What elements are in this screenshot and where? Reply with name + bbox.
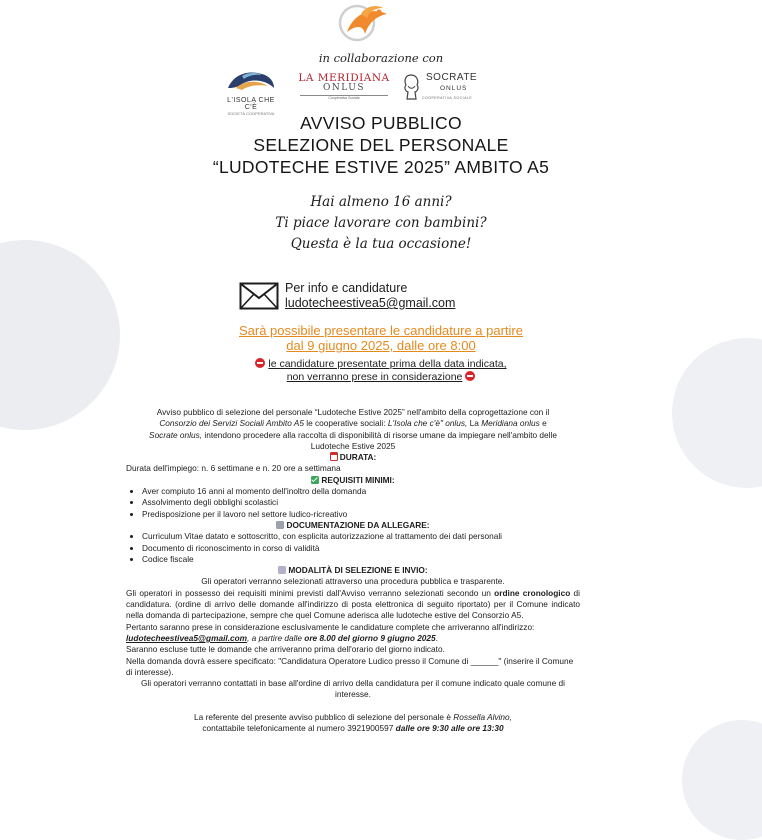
isola-name: L'ISOLA CHE C'È — [227, 97, 275, 111]
partner-logo-socrate — [400, 72, 480, 104]
tagline-line-2: Ti piace lavorare con bambini? — [275, 215, 487, 231]
contact-label: Per info e candidature — [285, 281, 408, 295]
meridiana-note: Cooperativa Sociale — [328, 96, 360, 100]
warn-line-1: le candidature presentate prima della data indicata, — [268, 358, 507, 370]
intro-text: intendono procedere alla raccolta di disponibilità di risorse umane da impiegare nell'ambito delle — [202, 429, 557, 440]
section-heading-durata: DURATA: — [126, 452, 580, 463]
intro-text: La — [467, 418, 482, 429]
check-icon — [311, 476, 319, 484]
socrate-name: SOCRATE — [426, 72, 478, 83]
socrate-sub: ONLUS — [440, 85, 468, 92]
document-icon — [276, 521, 284, 529]
intro-text: Ludoteche Estive 2025 — [310, 440, 396, 451]
list-item: • Documento di riconoscimento in corso di validità — [142, 543, 580, 554]
text: contattabile telefonicamente al numero 3921900597 — [202, 723, 396, 734]
tagline — [0, 192, 762, 255]
consortium-logo — [335, 2, 395, 44]
tagline-line-1: Hai almeno 16 anni? — [310, 194, 452, 210]
intro-paragraph — [126, 407, 580, 452]
durata-text: Durata dell'impiego: n. 6 settimane e n. 20 ore a settimana — [126, 463, 341, 474]
list-item: • Codice fiscale — [142, 554, 580, 565]
partner-logo-isola — [222, 68, 280, 116]
section-heading-requisiti — [126, 475, 580, 486]
early-submission-warning — [0, 358, 762, 384]
title-line-1: AVVISO PUBBLICO — [300, 113, 462, 133]
intro-socrate: Socrate onlus, — [149, 429, 203, 440]
modalita-p5: Saranno escluse tutte le domande che arriveranno prima dell'orario del giorno indicato. — [126, 644, 445, 655]
text: . — [435, 632, 438, 643]
text: Gli operatori in possesso dei requisiti minimi previsti dall'Avviso verranno selezionati secondo un — [126, 587, 495, 598]
start-date-notice — [0, 323, 762, 353]
modalita-p7: Gli operatori verranno contattati in base all'ordine di arrivo della candidatura per il comune indicato quale comune di interesse. — [140, 678, 566, 700]
list-item: • Curriculum Vitae datato e sottoscritto, con esplicita autorizzazione al trattamento dei dati personali — [142, 531, 580, 542]
modalita-p4 — [126, 633, 580, 644]
clipboard-icon — [278, 566, 286, 574]
modalita-p1: Gli operatori verranno selezionati attraverso una procedura pubblica e trasparente. — [201, 576, 505, 587]
collaboration-label: in collaborazione con — [318, 51, 444, 65]
referente-hours: dalle ore 9:30 alle ore 13:30 — [395, 723, 504, 734]
contact-info — [285, 281, 455, 311]
documentazione-list — [126, 531, 580, 565]
warn-line-2: non verranno prese in considerazione — [286, 371, 463, 383]
modalita-p3: Pertanto saranno prese in considerazione esclusivamente le candidature complete che arriveranno all'indirizzo: — [126, 621, 535, 632]
referente-block — [126, 712, 580, 735]
list-item: • Assolvimento degli obblighi scolastici — [142, 497, 580, 508]
title-block — [0, 112, 762, 178]
requisiti-title: REQUISITI MINIMI: — [321, 474, 395, 485]
documentazione-title: DOCUMENTAZIONE DA ALLEGARE: — [286, 519, 430, 530]
notice-line-1: Sarà possibile presentare le candidature a partire — [238, 323, 523, 338]
intro-text: le cooperative sociali: — [303, 418, 388, 429]
title-line-3: “LUDOTECHE ESTIVE 2025” AMBITO A5 — [212, 157, 550, 177]
tagline-line-3: Questa è la tua occasione! — [290, 236, 472, 252]
notice-line-2: dal 9 giugno 2025, dalle ore 8:00 — [286, 338, 476, 353]
envelope-icon — [239, 282, 279, 310]
list-item: • Predisposizione per il lavoro nel settore ludico-ricreativo — [142, 509, 580, 520]
modalita-title: MODALITÀ DI SELEZIONE E INVIO: — [288, 565, 428, 576]
socrate-note: COOPERATIVA SOCIALE — [422, 96, 473, 100]
section-heading-modalita — [126, 565, 580, 576]
meridiana-name: LA MERIDIANA — [298, 72, 390, 84]
durata-title: DURATA — [339, 452, 374, 463]
list-item: • Aver compiuto 16 anni al momento dell'inoltro della domanda — [142, 486, 580, 497]
intro-meridiana: Meridiana onlus — [481, 418, 540, 429]
referente-name: Rossella Alvino, — [453, 711, 512, 722]
modalita-p2 — [126, 588, 580, 622]
intro-text: Avviso pubblico di selezione del personale “Ludoteche Estive 2025” nell'ambito della coprogettazione con il — [156, 407, 550, 417]
socrate-bust-icon — [400, 72, 422, 104]
intro-text: e — [539, 418, 547, 429]
isola-wave-icon — [222, 68, 280, 94]
text-bold-italic: ore 8.00 del giorno 9 giugno 2025 — [304, 632, 436, 643]
text-bold: ordine cronologico — [494, 587, 571, 598]
intro-isola: L'Isola che c'è" onlus, — [387, 418, 468, 429]
text-italic: , a partire dalle — [247, 632, 305, 643]
text: di candidatura. (ordine di arrivo delle domande all'indirizzo di posta elettronica di seguito riportato) per il Comune indicato nella domanda di partecipazione, sempre che quel Comune aderisca alle ludoteche estive del Consorzio A5. — [126, 587, 581, 621]
isola-sub: SOCIETÀ COOPERATIVA — [227, 111, 275, 116]
section-heading-documentazione — [126, 520, 580, 531]
email-link[interactable]: ludotecheestivea5@gmail.com — [126, 632, 248, 643]
contact-email-link[interactable]: ludotecheestivea5@gmail.com — [285, 296, 456, 310]
partner-logo-meridiana — [294, 72, 394, 102]
notice-body — [126, 407, 580, 734]
meridiana-sub: ONLUS — [323, 83, 365, 93]
intro-consortium: Consorzio dei Servizi Sociali Ambito A5 — [159, 418, 304, 429]
requisiti-list — [126, 486, 580, 520]
no-entry-icon — [255, 358, 265, 368]
calendar-icon — [330, 452, 338, 461]
no-entry-icon — [465, 371, 475, 381]
title-line-2: SELEZIONE DEL PERSONALE — [253, 135, 509, 155]
modalita-p6: Nella domanda dovrà essere specificato: "Candidatura Operatore Ludico presso il Comune di ______" (inserire il Comune di interesse). — [126, 655, 574, 677]
text: La referente del presente avviso pubblico di selezione del personale è — [194, 711, 454, 722]
